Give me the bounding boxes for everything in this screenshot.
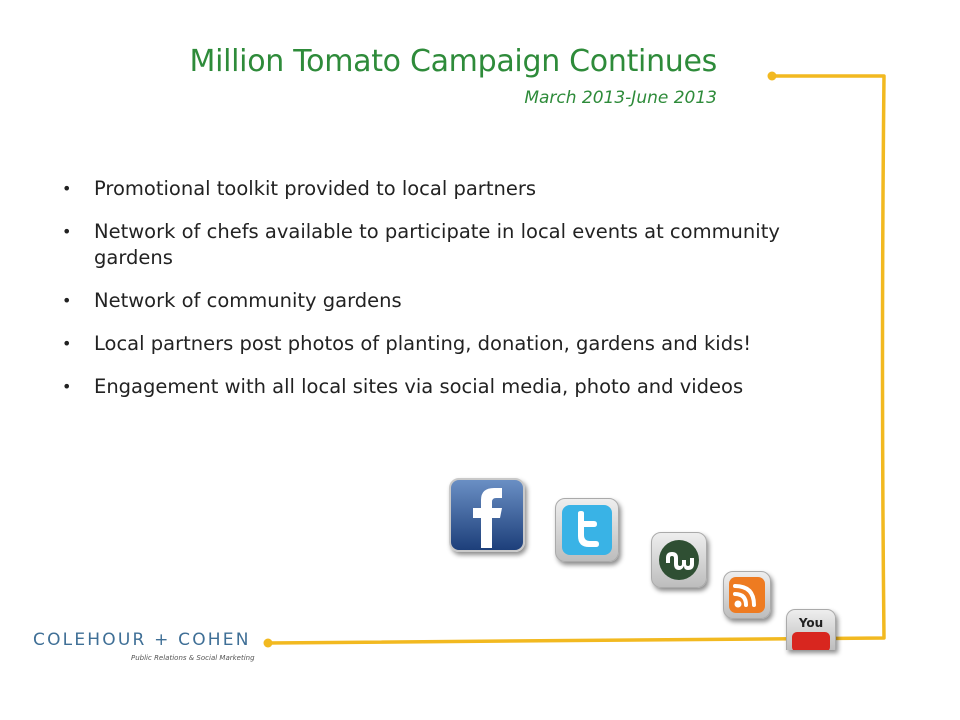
bullet-dot: • [62, 377, 72, 396]
bullet-item [62, 176, 862, 202]
youtube-icon-text: You [798, 616, 824, 630]
company-logo: COLEHOUR + COHEN [33, 630, 251, 650]
bullet-item [62, 288, 862, 314]
stumbleupon-icon [651, 532, 707, 588]
facebook-icon [449, 478, 525, 552]
bullet-dot: • [62, 222, 72, 241]
slide-title: Million Tomato Campaign Continues [189, 44, 717, 79]
bullet-dot: • [62, 179, 72, 198]
bullet-text: Promotional toolkit provided to local partners [94, 177, 536, 200]
bullet-dot: • [62, 334, 72, 353]
bullet-text: Local partners post photos of planting, donation, gardens and kids! [94, 332, 752, 355]
bullet-item [62, 219, 862, 271]
bullet-text: Network of chefs available to participate in local events at community gardens [94, 220, 780, 269]
frame-end-dot-bottom [264, 639, 273, 648]
bullet-text: Engagement with all local sites via social media, photo and videos [94, 375, 744, 398]
bullet-list [62, 176, 862, 417]
bullet-item [62, 374, 862, 400]
bullet-text: Network of community gardens [94, 289, 402, 312]
company-tagline: Public Relations & Social Marketing [131, 654, 255, 662]
rss-icon [723, 571, 771, 619]
youtube-icon [786, 609, 836, 650]
slide-subtitle: March 2013-June 2013 [524, 88, 717, 108]
frame-end-dot-top [768, 72, 777, 81]
bullet-item [62, 331, 862, 357]
bullet-dot: • [62, 291, 72, 310]
twitter-icon [555, 498, 619, 562]
